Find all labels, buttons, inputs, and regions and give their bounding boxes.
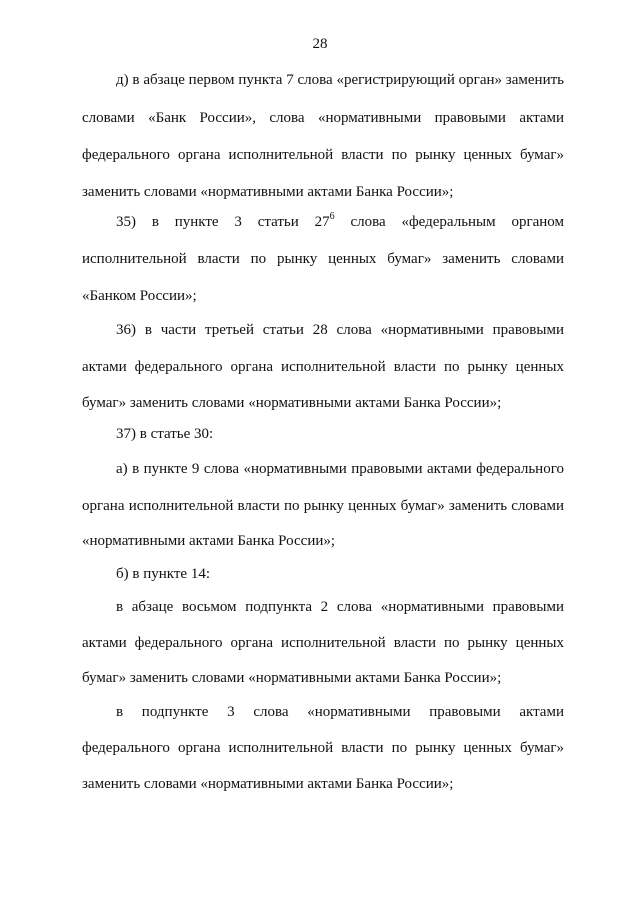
text-line: словами «Банк России», слова «нормативными правовыми актами: [82, 110, 564, 126]
text-line: исполнительной власти по рынку ценных бумаг» заменить словами: [82, 251, 564, 267]
text-fragment: 35) в пункте 3 статьи 27: [116, 214, 330, 230]
text-line: «Банком России»;: [82, 288, 197, 304]
text-line: актами федерального органа исполнительной власти по рынку ценных: [82, 635, 564, 651]
text-line: 36) в части третьей статьи 28 слова «нормативными правовыми: [116, 322, 564, 338]
text-line: а) в пункте 9 слова «нормативными правовыми актами федерального: [116, 461, 564, 477]
text-line: д) в абзаце первом пункта 7 слова «регистрирующий орган» заменить: [116, 72, 564, 88]
text-line: «нормативными актами Банка России»;: [82, 533, 336, 549]
text-line: органа исполнительной власти по рынку ценных бумаг» заменить словами: [82, 498, 564, 514]
text-line: бумаг» заменить словами «нормативными актами Банка России»;: [82, 395, 502, 411]
page-number: 28: [312, 36, 328, 52]
superscript: 6: [329, 211, 335, 222]
text-line: заменить словами «нормативными актами Банка России»;: [82, 776, 454, 792]
text-line: заменить словами «нормативными актами Банка России»;: [82, 184, 454, 200]
text-line: 37) в статье 30:: [116, 426, 214, 442]
text-line: в подпункте 3 слова «нормативными правовыми актами: [116, 704, 564, 720]
text-line: федерального органа исполнительной власти по рынку ценных бумаг»: [82, 147, 564, 163]
text-line: федерального органа исполнительной власти по рынку ценных бумаг»: [82, 740, 564, 756]
text-line: актами федерального органа исполнительной власти по рынку ценных: [82, 359, 564, 375]
text-line: б) в пункте 14:: [116, 566, 210, 582]
text-line-with-superscript: [116, 212, 564, 232]
text-line: бумаг» заменить словами «нормативными актами Банка России»;: [82, 670, 502, 686]
text-line: в абзаце восьмом подпункта 2 слова «нормативными правовыми: [116, 599, 564, 615]
text-fragment: слова «федеральным органом: [334, 214, 564, 230]
